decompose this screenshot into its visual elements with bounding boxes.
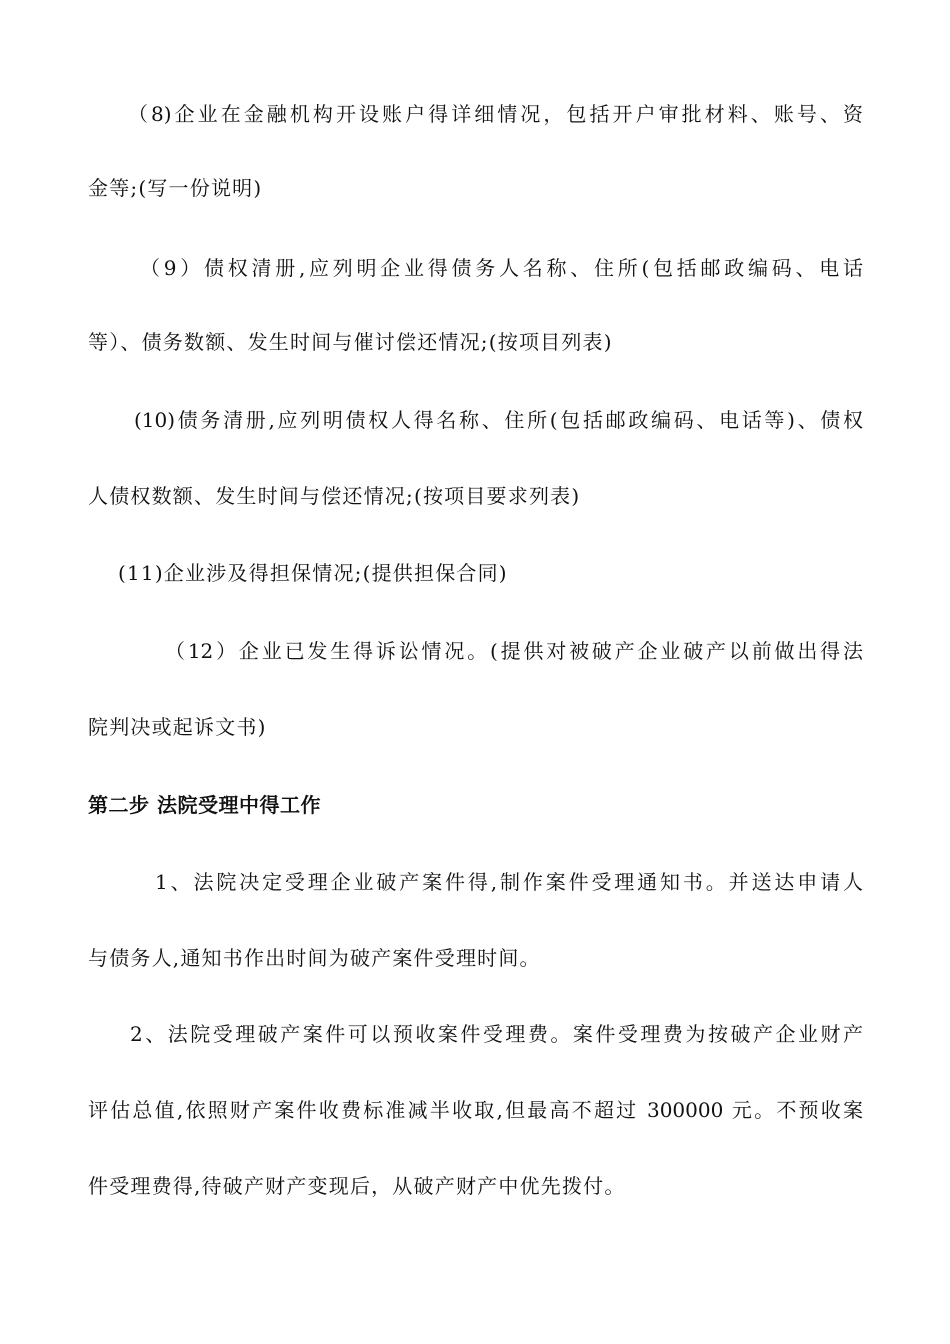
paragraph-12-line-1: （12）企业已发生得诉讼情况。(提供对被破产企业破产以前做出得法 xyxy=(165,639,863,663)
paragraph-9-line-2: 等）、债务数额、发生时间与催讨偿还情况;(按项目列表) xyxy=(88,330,613,354)
item-1-line-1: 1、法院决定受理企业破产案件得,制作案件受理通知书。并送达申请人 xyxy=(155,870,863,894)
paragraph-8-line-1: （8)企业在金融机构开设账户得详细情况，包括开户审批材料、账号、资 xyxy=(128,102,863,126)
item-2-line-1: 2、法院受理破产案件可以预收案件受理费。案件受理费为按破产企业财产 xyxy=(130,1022,863,1046)
paragraph-10-line-2: 人债权数额、发生时间与偿还情况;(按项目要求列表) xyxy=(88,484,581,508)
paragraph-11-line-1: (11)企业涉及得担保情况;(提供担保合同) xyxy=(118,561,508,585)
item-1-line-2: 与债务人,通知书作出时间为破产案件受理时间。 xyxy=(88,946,541,970)
paragraph-9-line-1: （9）债权清册,应列明企业得债务人名称、住所(包括邮政编码、电话 xyxy=(140,256,863,280)
paragraph-10-line-1: (10)债务清册,应列明债权人得名称、住所(包括邮政编码、电话等)、债权 xyxy=(134,408,863,432)
section-heading-step-two: 第二步 法院受理中得工作 xyxy=(88,793,321,817)
paragraph-12-line-2: 院判决或起诉文书) xyxy=(88,715,267,739)
item-2-line-2: 评估总值,依照财产案件收费标准减半收取,但最高不超过 300000 元。不预收案 xyxy=(88,1098,863,1122)
paragraph-8-line-2: 金等;(写一份说明) xyxy=(88,176,263,200)
item-2-line-3: 件受理费得,待破产财产变现后，从破产财产中优先拨付。 xyxy=(88,1174,626,1198)
